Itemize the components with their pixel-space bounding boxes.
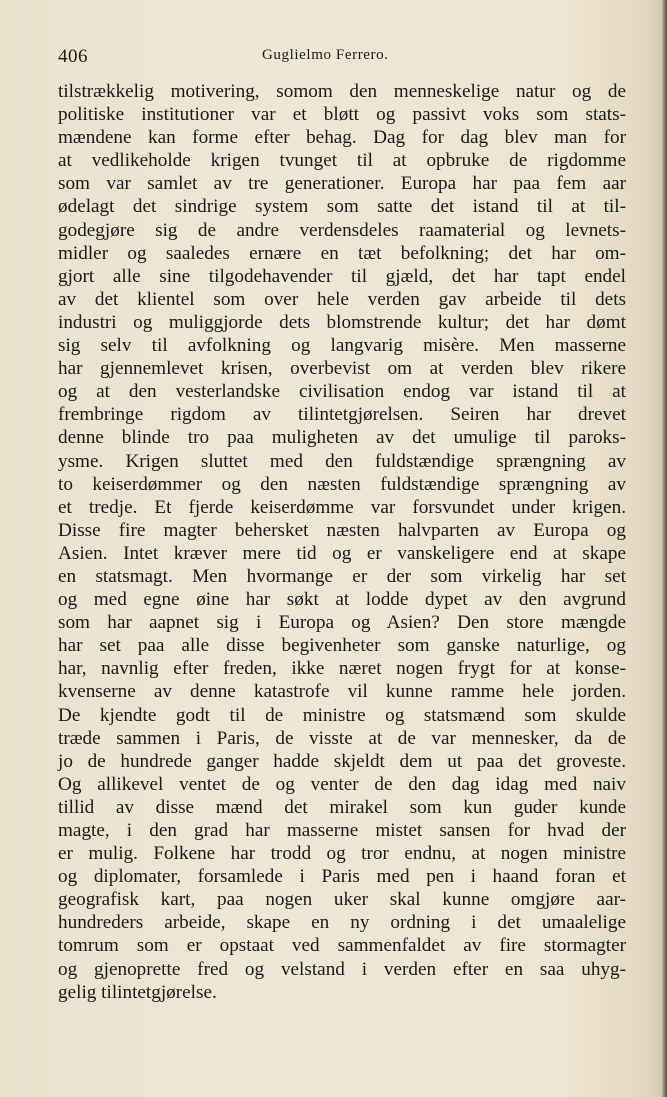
text-line: har gjennemlevet krisen, overbevist om at verden blev rikere [58,358,626,380]
text-line: træde sammen i Paris, de visste at de var mennesker, da de [58,727,626,749]
text-line-last: gelig tilintetgjørelse. [58,981,217,1003]
text-line: politiske institutioner var et bløtt og passivt voks som stats- [58,104,626,126]
text-line: av det klientel som over hele verden gav arbeide til dets [58,288,626,310]
text-line: et tredje. Et fjerde keiserdømme var forsvundet under krigen. [58,496,626,518]
page-edge [662,0,667,1097]
text-line: tomrum som er opstaat ved sammenfaldet av fire stormagter [58,935,626,957]
text-line: er mulig. Folkene har trodd og tror endnu, at nogen ministre [58,843,626,865]
text-line: hundreders arbeide, skape en ny ordning i det umaalelige [58,912,626,934]
page-number: 406 [58,46,88,67]
text-line: tillid av disse mænd det mirakel som kun guder kunde [58,796,626,818]
text-line: gjort alle sine tilgodehavender til gjæld, det har tapt endel [58,265,626,287]
text-line: sig selv til avfolkning og langvarig misère. Men masserne [58,335,626,357]
text-line: Asien. Intet kræver mere tid og er vanskeligere end at skape [58,542,626,564]
body-text [58,80,626,1004]
page-header [58,44,618,74]
text-line: industri og muliggjorde dets blomstrende kultur; det har dømt [58,311,626,333]
text-line: har, navnlig efter freden, ikke næret nogen frygt for at konse- [58,658,626,680]
text-line: ysme. Krigen sluttet med den fuldstændige sprængning av [58,450,626,472]
running-head: Guglielmo Ferrero. [262,47,389,63]
text-line: som var samlet av tre generationer. Europa har paa fem aar [58,173,626,195]
text-line: Og allikevel ventet de og venter de den dag idag med naiv [58,773,626,795]
text-line: kvenserne av denne katastrofe vil kunne ramme hele jorden. [58,681,626,703]
text-line: og at den vesterlandske civilisation endog var istand til at [58,381,626,403]
text-line: De kjendte godt til de ministre og statsmænd som skulde [58,704,626,726]
text-line: Disse fire magter behersket næsten halvparten av Europa og [58,519,626,541]
text-line: mændene kan forme efter behag. Dag for dag blev man for [58,127,626,149]
text-line: denne blinde tro paa muligheten av det umulige til paroks- [58,427,626,449]
text-line: en statsmagt. Men hvormange er der som virkelig har set [58,565,626,587]
text-line: som har aapnet sig i Europa og Asien? Den store mængde [58,612,626,634]
text-line: midler og saaledes ernære en tæt befolkning; det har om- [58,242,626,264]
text-line: og diplomater, forsamlede i Paris med pen i haand foran et [58,866,626,888]
text-line: godegjøre sig de andre verdensdeles raamaterial og levnets- [58,219,626,241]
text-line: frembringe rigdom av tilintetgjørelsen. Seiren har drevet [58,404,626,426]
text-line: ødelagt det sindrige system som satte det istand til at til- [58,196,626,218]
text-line: geografisk kart, paa nogen uker skal kunne omgjøre aar- [58,889,626,911]
text-line: to keiserdømmer og den næsten fuldstændige sprængning av [58,473,626,495]
text-line: tilstrækkelig motivering, somom den menneskelige natur og de [58,81,626,102]
text-line: har set paa alle disse begivenheter som ganske naturlige, og [58,635,626,657]
text-line: magte, i den grad har masserne mistet sansen for hvad der [58,820,626,841]
text-line: at vedlikeholde krigen tvunget til at opbruke de rigdomme [58,150,626,172]
text-line: og med egne øine har søkt at lodde dypet av den avgrund [58,589,626,611]
text-line: jo de hundrede ganger hadde skjeldt dem ut paa det groveste. [58,750,626,772]
text-line: og gjenoprette fred og velstand i verden efter en saa uhyg- [58,958,626,980]
